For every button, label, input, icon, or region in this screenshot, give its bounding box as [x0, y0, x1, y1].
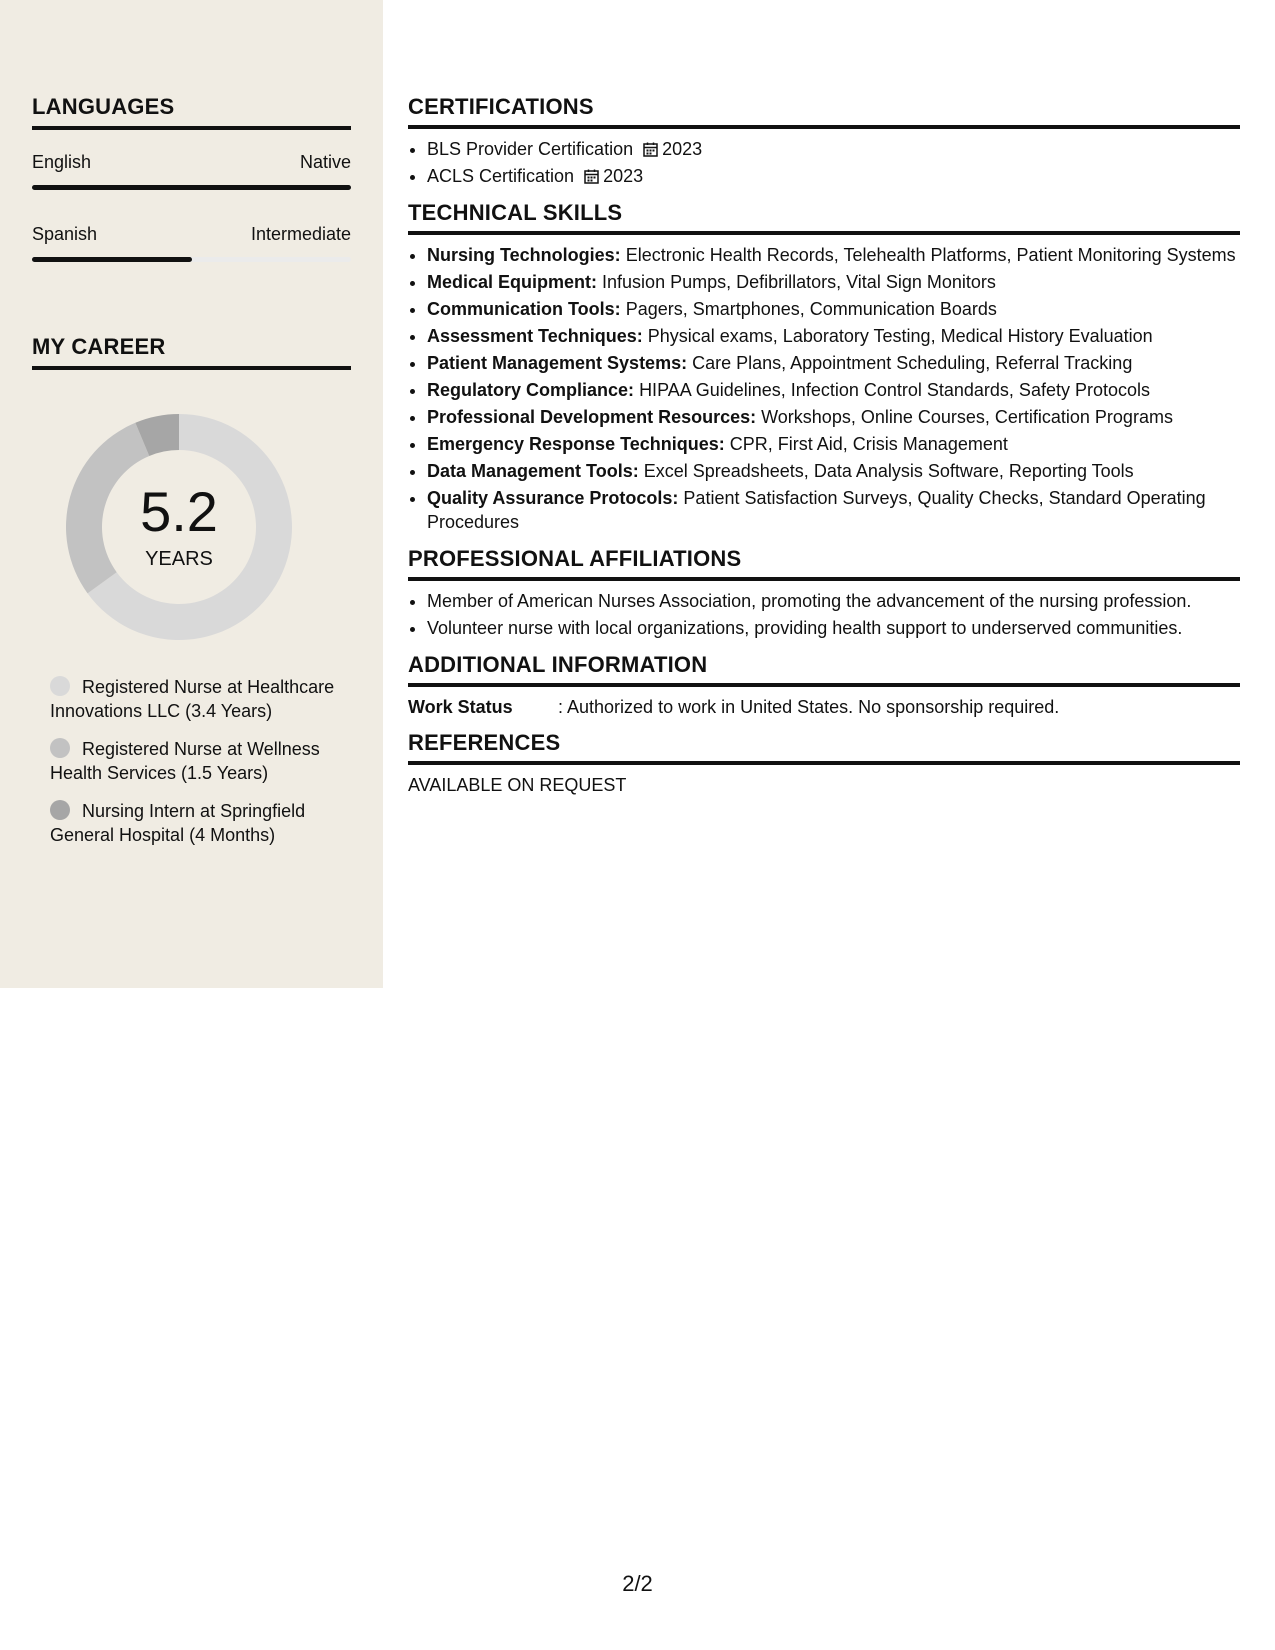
skill-text: Care Plans, Appointment Scheduling, Referral Tracking	[692, 353, 1133, 373]
language-proficiency-fill	[32, 257, 192, 262]
work-status-label: Work Status	[408, 697, 513, 717]
skill-label: Quality Assurance Protocols:	[427, 488, 679, 508]
legend-dot	[50, 800, 70, 820]
career-legend	[50, 675, 335, 861]
technical-skills-section	[408, 200, 1240, 534]
technical-skills-list	[408, 243, 1240, 534]
skill-item	[427, 351, 1240, 375]
skill-label: Nursing Technologies:	[427, 245, 621, 265]
skill-item	[427, 459, 1240, 483]
skill-text: Patient Satisfaction Surveys, Quality Checks, Standard Operating Procedures	[427, 488, 1206, 532]
skill-item	[427, 486, 1240, 534]
languages-title: LANGUAGES	[32, 94, 351, 130]
certification-year: 2023	[603, 166, 644, 186]
skill-item	[427, 243, 1240, 267]
career-legend-item	[50, 675, 335, 723]
skill-item	[427, 405, 1240, 429]
calendar-icon	[643, 139, 658, 154]
skill-item	[427, 378, 1240, 402]
skill-text: Physical exams, Laboratory Testing, Medical History Evaluation	[647, 326, 1153, 346]
certification-name: BLS Provider Certification	[427, 139, 634, 159]
language-level: Intermediate	[250, 224, 351, 244]
career-title: MY CAREER	[32, 334, 351, 370]
legend-dot	[50, 738, 70, 758]
career-legend-item	[50, 737, 335, 785]
technical-skills-title: TECHNICAL SKILLS	[408, 200, 1240, 235]
language-proficiency-fill	[32, 185, 351, 190]
page-number: 2/2	[622, 1571, 653, 1596]
references-text: AVAILABLE ON REQUEST	[408, 775, 627, 795]
career-total-unit: YEARS	[145, 548, 213, 570]
affiliation-item: • Volunteer nurse with local organizations, providing health support to underserved communities.	[427, 616, 1240, 640]
references-title: REFERENCES	[408, 730, 1240, 765]
skill-text: Infusion Pumps, Defibrillators, Vital Sign Monitors	[602, 272, 996, 292]
skill-label: Emergency Response Techniques:	[427, 434, 725, 454]
language-row	[32, 152, 351, 173]
skill-text: Workshops, Online Courses, Certification Programs	[761, 407, 1173, 427]
additional-info-title: ADDITIONAL INFORMATION	[408, 652, 1240, 687]
certification-item	[427, 137, 1240, 161]
skill-label: Patient Management Systems:	[427, 353, 688, 373]
calendar-icon	[584, 166, 599, 181]
career-legend-item	[50, 799, 335, 847]
certification-year: 2023	[662, 139, 703, 159]
affiliations-list	[408, 589, 1240, 640]
skill-label: Regulatory Compliance:	[427, 380, 635, 400]
career-total-value: 5.2	[140, 480, 218, 543]
affiliation-item: • Member of American Nurses Association, promoting the advancement of the nursing profession.	[427, 589, 1240, 613]
legend-dot	[50, 676, 70, 696]
skill-label: Medical Equipment:	[427, 272, 598, 292]
certifications-list	[408, 137, 1240, 188]
skill-text: Pagers, Smartphones, Communication Boards	[625, 299, 997, 319]
languages-list	[32, 152, 351, 262]
certifications-section	[408, 94, 1240, 188]
skill-item	[427, 297, 1240, 321]
work-status-value: : Authorized to work in United States. No sponsorship required.	[558, 697, 1060, 717]
career-role-label: Nursing Intern at Springfield General Hospital (4 Months)	[50, 801, 306, 845]
skill-label: Professional Development Resources:	[427, 407, 757, 427]
certifications-title: CERTIFICATIONS	[408, 94, 1240, 129]
skill-item	[427, 270, 1240, 294]
skill-text: Electronic Health Records, Telehealth Platforms, Patient Monitoring Systems	[625, 245, 1236, 265]
skill-label: Assessment Techniques:	[427, 326, 643, 346]
skill-text: HIPAA Guidelines, Infection Control Standards, Safety Protocols	[639, 380, 1150, 400]
language-row	[32, 224, 351, 245]
language-proficiency-bar	[32, 257, 351, 262]
affiliations-title: PROFESSIONAL AFFILIATIONS	[408, 546, 1240, 581]
language-name: English	[32, 152, 92, 172]
skill-text: CPR, First Aid, Crisis Management	[729, 434, 1008, 454]
donut-center	[66, 414, 292, 640]
sidebar	[0, 0, 383, 988]
skill-item	[427, 324, 1240, 348]
certification-name: ACLS Certification	[427, 166, 575, 186]
career-role-label: Registered Nurse at Wellness Health Services (1.5 Years)	[50, 739, 320, 783]
main-content	[408, 94, 1240, 808]
skill-label: Data Management Tools:	[427, 461, 639, 481]
skill-text: Excel Spreadsheets, Data Analysis Software, Reporting Tools	[643, 461, 1134, 481]
work-status-row	[408, 697, 1240, 718]
career-donut	[66, 414, 292, 640]
skill-item	[427, 432, 1240, 456]
language-name: Spanish	[32, 224, 98, 244]
career-section	[32, 334, 351, 370]
languages-section	[32, 94, 351, 262]
additional-info-section	[408, 652, 1240, 718]
skill-label: Communication Tools:	[427, 299, 621, 319]
certification-item	[427, 164, 1240, 188]
language-proficiency-bar	[32, 185, 351, 190]
language-level: Native	[299, 152, 351, 172]
references-section	[408, 730, 1240, 796]
career-role-label: Registered Nurse at Healthcare Innovations LLC (3.4 Years)	[50, 677, 335, 721]
affiliations-section	[408, 546, 1240, 640]
